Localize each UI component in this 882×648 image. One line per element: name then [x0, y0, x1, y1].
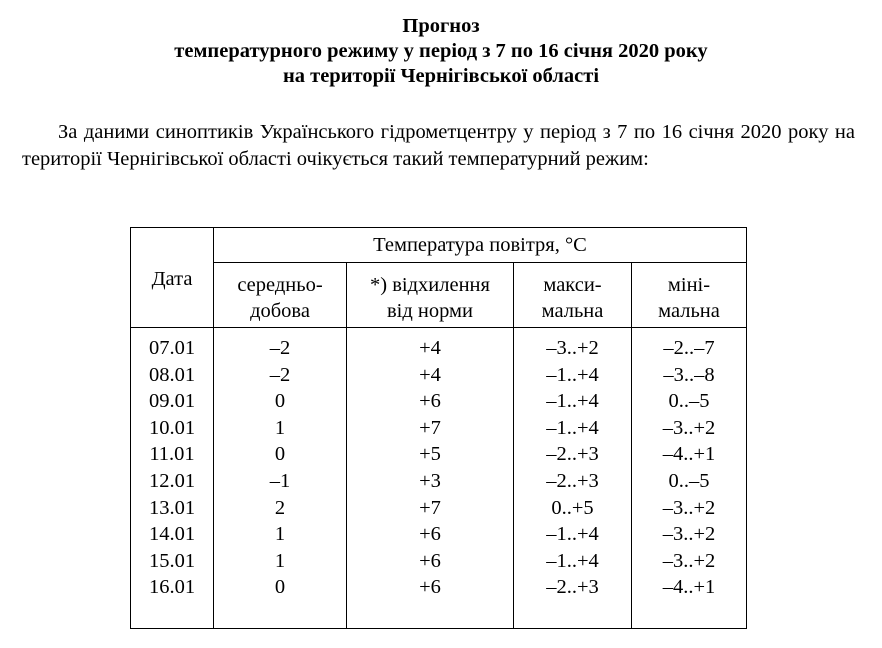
column-dates [131, 335, 213, 601]
document-title [0, 14, 882, 89]
header-date: Дата [151, 268, 193, 290]
table-cell-deviation: +5 [419, 443, 441, 466]
table-cell-date: 11.01 [149, 443, 195, 466]
table-cell-maximum: –1..+4 [546, 363, 599, 386]
title-line-3: на території Чернігівської області [282, 65, 600, 87]
table-cell-minimum: –4..+1 [662, 443, 716, 466]
table-cell-maximum: –1..+4 [546, 416, 599, 439]
table-cell-maximum: –1..+4 [546, 390, 599, 413]
table-cell-minimum: –3..+2 [662, 496, 716, 519]
title-line-1: Прогноз [402, 15, 480, 37]
title-line-2: температурного режиму у період з 7 по 16 січня 2020 року [174, 40, 708, 62]
table-cell-minimum: –4..+1 [662, 576, 716, 599]
table-cell-minimum: –3..–8 [663, 363, 715, 386]
table-cell-minimum: 0..–5 [668, 390, 710, 413]
table-cell-date: 08.01 [148, 363, 196, 386]
table-cell-deviation: +6 [419, 523, 441, 546]
header-deviation: *) відхилення від норми [370, 274, 490, 322]
table-cell-deviation: +4 [419, 337, 441, 359]
table-cell-date: 13.01 [148, 496, 196, 519]
table-cell-average: 0 [274, 576, 286, 599]
table-divider [131, 327, 746, 328]
table-cell-average: 0 [274, 443, 286, 466]
intro-paragraph: За даними синоптиків Українського гідрометцентру у період з 7 по 16 січня 2020 року на території Чернігівської області очікується такий температурний режим: [22, 121, 855, 170]
table-cell-deviation: +4 [419, 363, 441, 386]
table-cell-deviation: +6 [419, 549, 441, 572]
table-cell-average: 1 [274, 416, 286, 439]
table-cell-date: 09.01 [148, 390, 196, 413]
table-cell-average: 0 [274, 390, 286, 413]
table-cell-deviation: +6 [419, 576, 441, 599]
table-cell-maximum: 0..+5 [551, 496, 594, 519]
table-cell-maximum: –3..+2 [546, 337, 599, 359]
table-cell-maximum: –2..+3 [546, 576, 599, 599]
table-cell-maximum: –1..+4 [546, 549, 599, 572]
table-cell-deviation: +6 [419, 390, 441, 413]
table-cell-maximum: –1..+4 [546, 523, 599, 546]
table-cell-maximum: –2..+3 [546, 469, 599, 492]
table-cell-minimum: –3..+2 [662, 549, 716, 572]
table-cell-maximum: –2..+3 [546, 443, 599, 466]
column-deviation [347, 335, 513, 601]
table-cell-average: –2 [269, 363, 291, 386]
forecast-table [130, 227, 747, 629]
table-cell-date: 14.01 [148, 523, 196, 546]
table-cell-average: –1 [269, 469, 291, 492]
header-minimum: міні- мальна [658, 274, 720, 322]
table-cell-date: 12.01 [148, 469, 196, 492]
column-average-daily [214, 335, 346, 601]
column-maximum [514, 335, 631, 601]
column-minimum [632, 335, 746, 601]
table-cell-average: –2 [269, 337, 291, 359]
table-cell-date: 16.01 [148, 576, 196, 599]
table-cell-minimum: 0..–5 [668, 469, 710, 492]
header-average-daily: середньо- добова [237, 274, 323, 322]
table-cell-average: 1 [274, 549, 286, 572]
table-cell-minimum: –3..+2 [662, 523, 716, 546]
header-maximum: макси- мальна [541, 274, 604, 322]
table-cell-deviation: +7 [419, 496, 441, 519]
table-cell-average: 1 [274, 523, 286, 546]
table-cell-date: 10.01 [148, 416, 196, 439]
table-cell-date: 07.01 [148, 337, 196, 359]
header-air-temperature: Температура повітря, °С [373, 234, 587, 256]
table-cell-deviation: +3 [419, 469, 441, 492]
table-cell-minimum: –3..+2 [662, 416, 716, 439]
table-cell-minimum: –2..–7 [663, 337, 715, 359]
table-cell-deviation: +7 [419, 416, 441, 439]
table-divider [213, 262, 746, 263]
table-cell-date: 15.01 [148, 549, 196, 572]
table-cell-average: 2 [274, 496, 286, 519]
